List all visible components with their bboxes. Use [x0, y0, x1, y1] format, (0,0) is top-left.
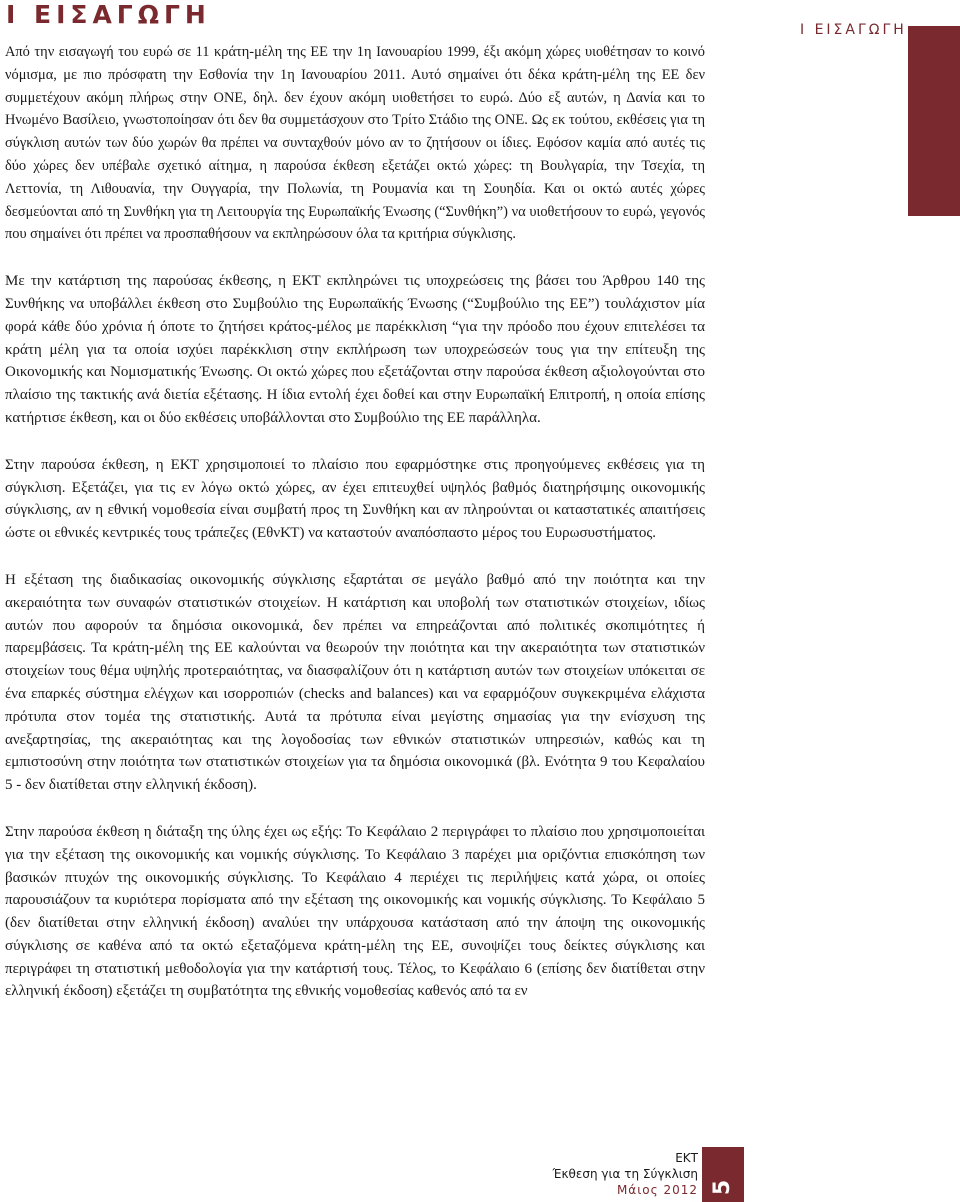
paragraph-4: Η εξέταση της διαδικασίας οικονομικής σύγκλισης εξαρτάται σε μεγάλο βαθμό από την ποιότητα και την ακεραιότητα των συναφών στατιστικών στοιχείων. Η κατάρτιση και υποβολή των στατιστικών στοιχείων, ιδίως αυτών που αφορούν τα δημόσια οικονομικά, δεν πρέπει να επηρεάζονται από πολιτικές σκοπιμότητες ή παρεμβάσεις. Τα κράτη-μέλη της ΕΕ καλούνται να θεωρούν την ποιότητα και την ακεραιότητα των στατιστικών στοιχείων τους θέμα υψηλής προτεραιότητας, να διασφαλίζουν ότι η κατάρτιση αυτών των στοιχείων υπόκειται σε ένα επαρκές σύστημα ελέγχων και ισορροπιών (checks and balances) και να εφαρμόζουν συγκεκριμένα ελάχιστα πρότυπα στον τομέα της στατιστικής. Αυτά τα πρότυπα είναι μεγίστης σημασίας για την ενίσχυση της ανεξαρτησίας, της ακεραιότητας και της λογοδοσίας των εθνικών στατιστικών υπηρεσιών, καθώς και τη εμπιστοσύνη στην ποιότητα των στατιστικών στοιχείων για τα δημόσια οικονομικά (βλ. Ενότητα 9 του Κεφαλαίου 5 - δεν διατίθεται στην ελληνική έκδοση). [5, 571, 705, 794]
paragraph-3: Στην παρούσα έκθεση, η ΕΚΤ χρησιμοποιεί το πλαίσιο που εφαρμόστηκε στις προηγούμενες εκθέσεις για τη σύγκλιση. Εξετάζει, για τις εν λόγω οκτώ χώρες, αν έχει επιτευχθεί υψηλός βαθμός διατηρήσιμης οικονομικής σύγκλισης, αν η εθνική νομοθεσία είναι συμβατή προς τη Συνθήκη και αν πληρούνται οι καταστατικές απαιτήσεις ώστε οι εθνικές κεντρικές τους τράπεζες (ΕθνΚΤ) να καταστούν αναπόσπαστο μέρος του Ευρωσυστήματος. [5, 456, 705, 542]
paragraph-5: Στην παρούσα έκθεση η διάταξη της ύλης έχει ως εξής: Το Κεφάλαιο 2 περιγράφει το πλαίσιο που χρησιμοποιείται για την εξέταση της οικονομικής και νομικής σύγκλισης. Το Κεφάλαιο 3 παρέχει μια οριζόντια επισκόπηση των βασικών πτυχών της οικονομικής σύγκλισης. Το Κεφάλαιο 4 περιέχει τις περιλήψεις κατά χώρα, οι οποίες παρουσιάζουν τα κυριότερα πορίσματα από την εξέταση της οικονομικής και νομικής σύγκλισης. Το Κεφάλαιο 5 (δεν διατίθεται στην ελληνική έκδοση) αναλύει την υπάρχουσα κατάσταση από την άποψη της οικονομικής σύγκλισης σε καθένα από τα οκτώ εξεταζόμενα κράτη-μέλη της ΕΕ, συνοψίζει τους δείκτες σύγκλισης και περιγράφει τη στατιστική μεθοδολογία για την κατάρτισή τους. Τέλος, το Κεφάλαιο 6 (επίσης δεν διατίθεται στην ελληνική έκδοση) εξετάζει τη συμβατότητα της εθνικής νομοθεσίας καθενός από τα εν [5, 823, 705, 1000]
page-number: 5 [710, 1179, 736, 1196]
page-number-box [702, 1147, 744, 1202]
section-tab-bar [908, 26, 960, 216]
page-title: I ΕΙΣΑΓΩΓΗ [6, 0, 211, 29]
paragraph-2: Με την κατάρτιση της παρούσας έκθεσης, η ΕΚΤ εκπληρώνει τις υποχρεώσεις της βάσει του Άρθρου 140 της Συνθήκης να υποβάλλει έκθεση στο Συμβούλιο της Ευρωπαϊκής Ένωσης (“Συμβούλιο της ΕΕ”) τουλάχιστον μία φορά κάθε δύο χρόνια ή όποτε το ζητήσει κράτος-μέλος με παρέκκλιση “για την πρόοδο που έχουν επιτελέσει τα κράτη μέλη για τα οποία ισχύει παρέκκλιση στην εκπλήρωση των υποχρεώσεών τους για την επίτευξη της Οικονομικής και Νομισματικής Ένωσης. Οι οκτώ χώρες που εξετάζονται στην παρούσα έκθεση αξιολογούνται στο πλαίσιο της τακτικής ανά διετία εξέτασης. Η ίδια εντολή έχει δοθεί και στην Ευρωπαϊκή Επιτροπή, η οποία επίσης κατήρτισε έκθεση, και οι δύο εκθέσεις υποβάλλονται στο Συμβούλιο της ΕΕ παράλληλα. [5, 273, 705, 426]
footer-date: Μάιος 2012 [616, 1183, 698, 1197]
section-tab-label: I ΕΙΣΑΓΩΓΗ [800, 22, 907, 38]
body-text [5, 41, 705, 1003]
paragraph-1: Από την εισαγωγή του ευρώ σε 11 κράτη-μέλη της ΕΕ την 1η Ιανουαρίου 1999, έξι ακόμη χώρες υιοθέτησαν το κοινό νόμισμα, με πιο πρόσφατη την Εσθονία την 1η Ιανουαρίου 2011. Αυτό σημαίνει ότι δέκα κράτη-μέλη της ΕΕ δεν συμμετέχουν ακόμη πλήρως στην ΟΝΕ, δηλ. δεν έχουν ακόμη υιοθετήσει το ευρώ. Δύο εξ αυτών, η Δανία και το Ηνωμένο Βασίλειο, γνωστοποίησαν ότι δεν θα συμμετάσχουν στο Τρίτο Στάδιο της ΟΝΕ. Ως εκ τούτου, εκθέσεις για τη σύγκλιση αυτών των δύο χωρών θα πρέπει να συνταχθούν μόνο αν το ζητήσουν οι ίδιες. Εφόσον καμία από αυτές τις δύο χώρες δεν υπέβαλε σχετικό αίτημα, η παρούσα έκθεση εξετάζει οκτώ χώρες: τη Βουλγαρία, την Τσεχία, τη Λεττονία, τη Λιθουανία, την Ουγγαρία, την Πολωνία, τη Ρουμανία και τη Σουηδία. Και οι οκτώ αυτές χώρες δεσμεύονται από τη Συνθήκη για τη Λειτουργία της Ευρωπαϊκής Ένωσης (“Συνθήκη”) να υιοθετήσουν το ευρώ, γεγονός που σημαίνει ότι πρέπει να προσπαθήσουν να εκπληρώσουν όλα τα κριτήρια σύγκλισης. [5, 44, 705, 243]
footer-publisher: ΕΚΤ [675, 1151, 698, 1165]
footer-publication: Έκθεση για τη Σύγκλιση [552, 1167, 698, 1181]
page-footer [553, 1150, 698, 1198]
